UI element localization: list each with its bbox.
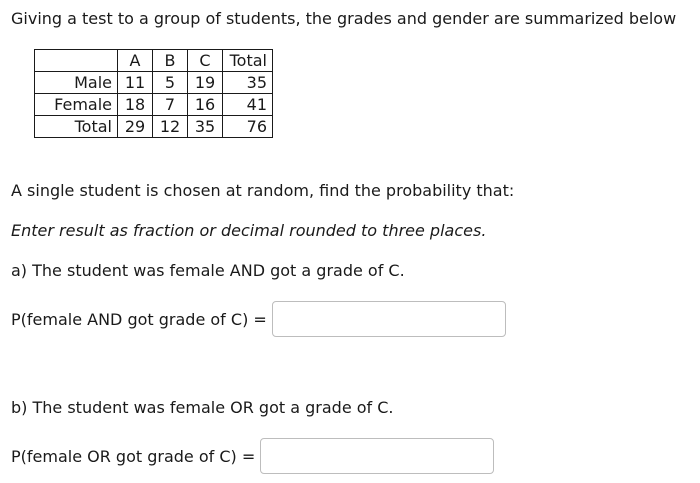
cell-male-c: 19	[188, 72, 223, 94]
grades-gender-table	[34, 49, 273, 138]
table-row-male	[35, 72, 273, 94]
cell-grand-total: 76	[223, 116, 273, 138]
cell-female-b: 7	[153, 94, 188, 116]
table-row-total	[35, 116, 273, 138]
answer-label-b: P(female OR got grade of C) =	[11, 446, 256, 466]
table-row-female	[35, 94, 273, 116]
answer-row-a	[11, 301, 506, 337]
cell-female-a: 18	[118, 94, 153, 116]
row-label-male: Male	[35, 72, 118, 94]
cell-female-c: 16	[188, 94, 223, 116]
header-total: Total	[223, 50, 273, 72]
answer-input-b[interactable]	[260, 438, 494, 474]
cell-total-c: 35	[188, 116, 223, 138]
question-a: a) The student was female AND got a grade of C.	[11, 261, 405, 280]
row-label-total: Total	[35, 116, 118, 138]
answer-row-b	[11, 438, 494, 474]
answer-instruction: Enter result as fraction or decimal rounded to three places.	[11, 221, 487, 240]
row-label-female: Female	[35, 94, 118, 116]
cell-total-a: 29	[118, 116, 153, 138]
question-b: b) The student was female OR got a grade of C.	[11, 398, 394, 417]
header-grade-a: A	[118, 50, 153, 72]
cell-male-total: 35	[223, 72, 273, 94]
header-grade-b: B	[153, 50, 188, 72]
problem-intro: Giving a test to a group of students, the grades and gender are summarized below	[11, 9, 677, 28]
header-grade-c: C	[188, 50, 223, 72]
problem-prompt: A single student is chosen at random, find the probability that:	[11, 181, 515, 200]
cell-total-b: 12	[153, 116, 188, 138]
table-corner-cell	[35, 50, 118, 72]
cell-male-b: 5	[153, 72, 188, 94]
cell-female-total: 41	[223, 94, 273, 116]
cell-male-a: 11	[118, 72, 153, 94]
answer-label-a: P(female AND got grade of C) =	[11, 309, 267, 329]
table-header-row	[35, 50, 273, 72]
answer-input-a[interactable]	[272, 301, 506, 337]
